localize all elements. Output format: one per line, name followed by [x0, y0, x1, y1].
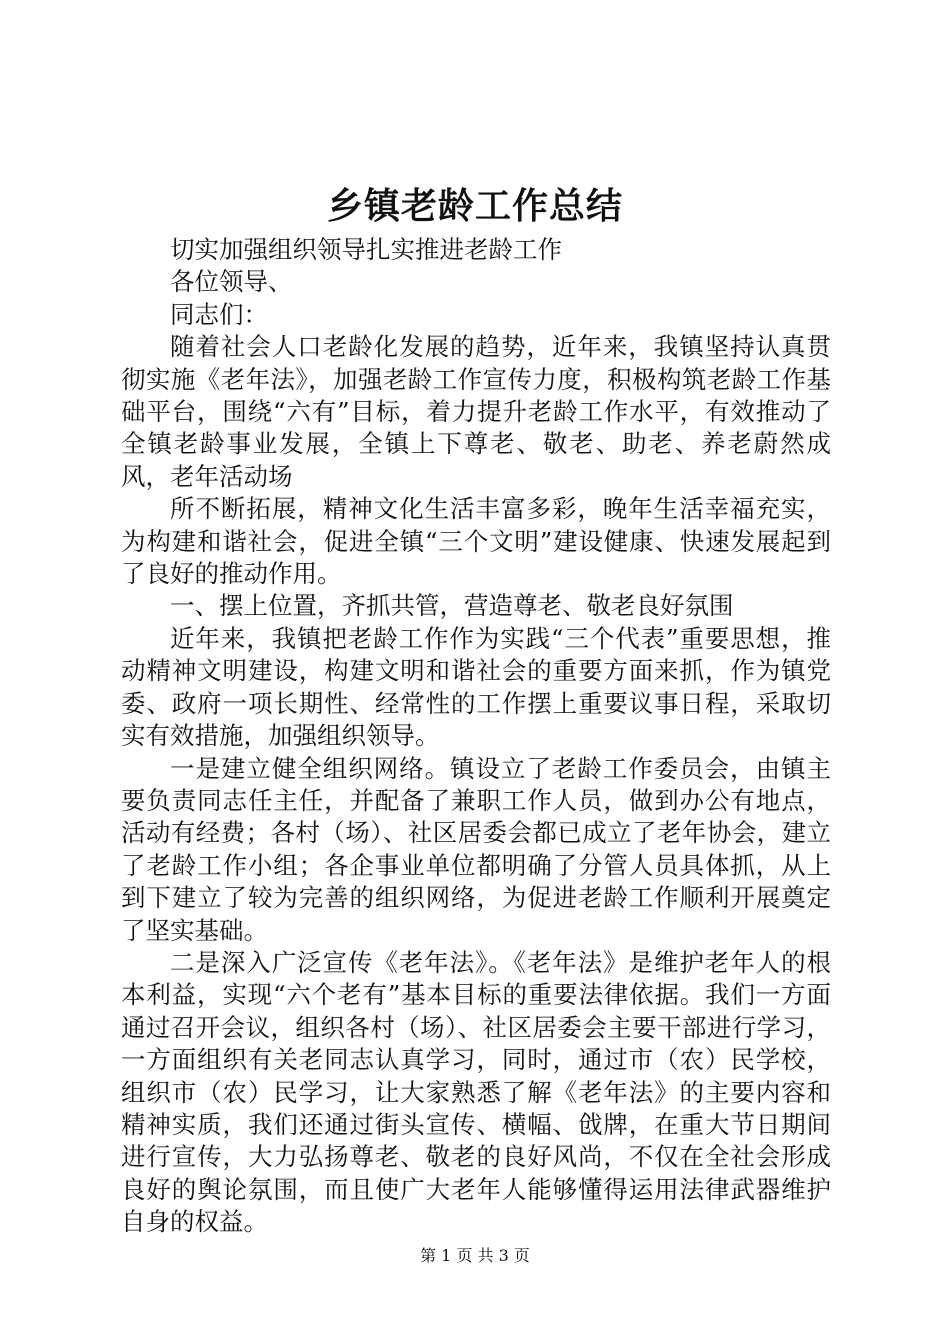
- salutation-leaders: 各位领导、: [170, 267, 293, 297]
- document-title: 乡镇老龄工作总结: [326, 185, 623, 227]
- page-number-footer: 第 1 页 共 3 页: [420, 1246, 530, 1265]
- body-paragraph: 一是建立健全组织网络。镇设立了老龄工作委员会，由镇主要负责同志任主任，并配备了兼职工作人员，做到办公有地点，活动有经费；各村（场）、社区居委会都已成立了老年协会，建立了老龄工作小组；各企事业单位都明确了分管人员具体抓，从上到下建立了较为完善的组织网络，为促进老龄工作顺利开展奠定了坚实基础。: [121, 753, 831, 945]
- section-heading: 一、摆上位置，齐抓共管，营造尊老、敬老良好氛围: [170, 591, 734, 621]
- document-body: [121, 234, 831, 1239]
- body-paragraph: 随着社会人口老龄化发展的趋势，近年来，我镇坚持认真贯彻实施《老年法》，加强老龄工作宣传力度，积极构筑老龄工作基础平台，围绕“六有”目标，着力提升老龄工作水平，有效推动了全镇老龄事业发展，全镇上下尊老、敬老、助老、养老蔚然成风，老年活动场: [121, 332, 831, 491]
- subtitle-paragraph: 切实加强组织领导扎实推进老龄工作: [170, 235, 562, 264]
- salutation-comrades: 同志们：: [170, 299, 268, 329]
- body-paragraph: 二是深入广泛宣传《老年法》。《老年法》是维护老年人的根本利益，实现“六个老有”基本目标的重要法律依据。我们一方面通过召开会议，组织各村（场）、社区居委会主要干部进行学习，一方面组织有关老同志认真学习，同时，通过市（农）民学校，组织市（农）民学习，让大家熟悉了解《老年法》的主要内容和精神实质，我们还通过街头宣传、横幅、戗牌，在重大节日期间进行宣传，大力弘扬尊老、敬老的良好风尚，不仅在全社会形成良好的舆论氛围，而且使广大老年人能够懂得运用法律武器维护自身的权益。: [121, 947, 831, 1237]
- body-paragraph: 所不断拓展，精神文化生活丰富多彩，晚年生活幸福充实，为构建和谐社会，促进全镇“三个文明”建设健康、快速发展起到了良好的推动作用。: [121, 494, 831, 589]
- body-paragraph: 近年来，我镇把老龄工作作为实践“三个代表”重要思想，推动精神文明建设，构建文明和谐社会的重要方面来抓，作为镇党委、政府一项长期性、经常性的工作摆上重要议事日程，采取切实有效措施，加强组织领导。: [121, 623, 831, 751]
